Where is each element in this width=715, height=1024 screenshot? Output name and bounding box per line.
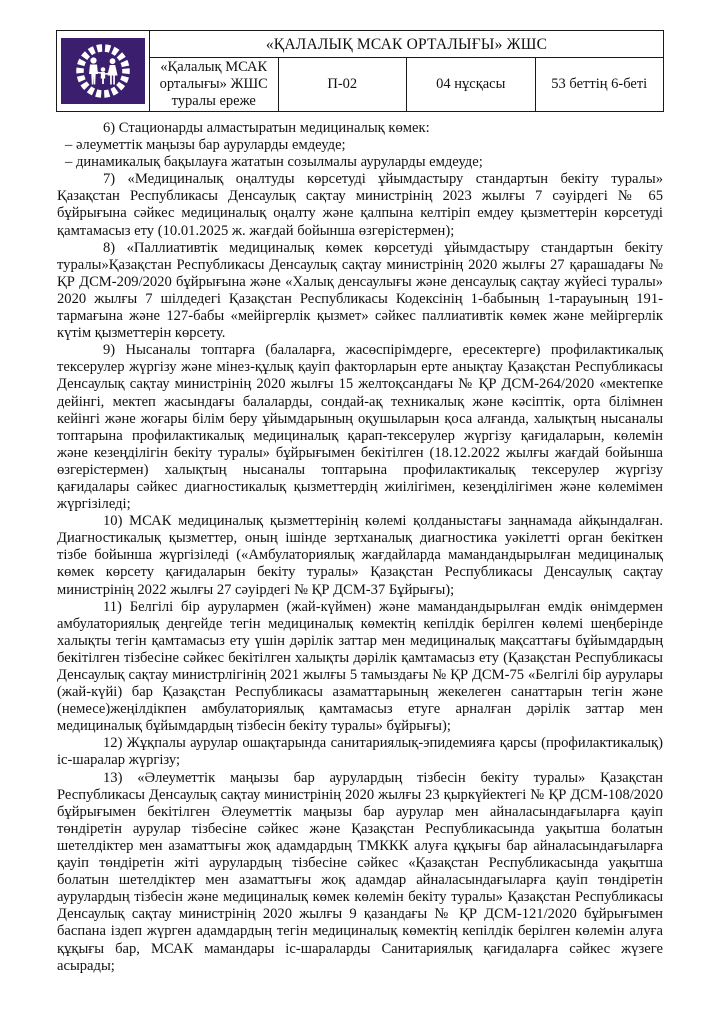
logo-cell — [57, 31, 150, 112]
organization-logo — [61, 38, 145, 104]
document-version: 04 нұсқасы — [407, 58, 536, 112]
family-in-circle-logo-icon — [61, 38, 145, 104]
list-item-social-diseases: – әлеуметтік маңызы бар ауруларды емдеуде; — [65, 137, 346, 154]
paragraph-8: 8) «Паллиативтік медициналық көмек көрсетуді ұйымдастыру стандартын бекіту туралы»Қазақстан Республикасы Денсаулық сақтау министрінің 2020 жылғы 27 қарашадағы № ҚР ДСМ-209/2020 бұйрығына және «Халық денсаулығы және денсаулық сақтау жүйесі туралы» 2020 жылғы 7 шілдедегі Қазақстан Республикасы Кодексінің 1-бабының 1-тарауының 191-тармағына және 127-бабы «мейіргерлік қызмет» сәйкес паллиативтік көмек және мейіргерлік күтім қызметтерін көрсету. — [57, 239, 663, 342]
paragraph-10: 10) МСАК медициналық қызметтерінің көлемі қолданыстағы заңнамада айқындалған. Диагностикалық қызметтер, оның ішінде зертханалық диагностика уәкілетті орган бекіткен тізбе бойынша жүргізіледі («Амбулаториялық жағдайларда мамандандырылған медициналық көмек көрсету қағидаларын бекіту туралы» Қазақстан Республикасы Денсаулық сақтау министрінің 2022 жылғы 27 сәуірдегі № ҚР ДСМ-37 Бұйрығы); — [57, 513, 663, 598]
organization-title: «ҚАЛАЛЫҚ МСАК ОРТАЛЫҒЫ» ЖШС — [150, 31, 664, 58]
page-info: 53 беттің 6-беті — [535, 58, 664, 112]
paragraph-12: 12) Жұқпалы аурулар ошақтарында санитариялық-эпидемияға қарсы (профилактикалық) іс-шаралар жүргізу; — [57, 735, 663, 769]
list-item-chronic-diseases: – динамикалық бақылауға жататын созылмалы ауруларды емдеуде; — [65, 154, 483, 171]
document-header-table — [56, 30, 664, 112]
document-body — [57, 120, 663, 975]
paragraph-7: 7) «Медициналық оңалтуды көрсетуді ұйымдастыру стандартын бекіту туралы» Қазақстан Республикасы Денсаулық сақтау министрінің 2023 жылғы 7 сәуірдегі № 65 бұйрығына сәйкес медициналық оңалту және қалпына келтіріп емдеу қызметтерін көрсетуді қамтамасыз ету (10.01.2025 ж. жағдай бойынша өзгерістермен); — [57, 171, 663, 239]
document-code: П-02 — [278, 58, 407, 112]
paragraph-6: 6) Стационарды алмастыратын медициналық көмек: — [103, 120, 430, 136]
paragraph-11: 11) Белгілі бір аурулармен (жай-күймен) және мамандандырылған емдік өнімдермен амбулаториялық деңгейде тегін медициналық көмектің кепілдік берілген көлемі шеңберінде халықты тегін қамтамасыз ету үшін дәрілік заттар мен медициналық мақсаттағы бұйымдардың бекітілген тізбесіне сәйкес бекітілген халықты дәрілік қамтамасыз ету (Қазақстан Республикасы Денсаулық сақтау министрлігінің 2021 жылғы 5 тамыздағы № ҚР ДСМ-75 «Белгілі бір аурулары (жай-күйі) бар Қазақстан Республикасы азаматтарының жекелеген санаттарын тегін және (немесе)жеңілдікпен амбулаториялық қамтамасыз етуге арналған дәрілік заттар мен медициналық бұйымдардың тізбесін бекіту туралы» бұйрығы); — [57, 598, 663, 735]
document-title: «Қалалық МСАК орталығы» ЖШС туралы ереже — [150, 58, 279, 112]
paragraph-13: 13) «Әлеуметтік маңызы бар аурулардың тізбесін бекіту туралы» Қазақстан Республикасы Денсаулық сақтау министрінің 2020 жылғы 23 қыркүйектегі № ҚР ДСМ-108/2020 бұйрығымен бекітілген Әлеуметтік маңызы бар аурулар мен айналасындағыларға қауіп төндіретін аурулар тізбесіне сәйкес және Қазақстан Республикасында уақытша болатын шетелдіктер мен азаматтығы жоқ адамдардың ТМККК алуға құқығы бар айналасындағыларға қауіп төндіретін жіті аурулардың тізбесіне сәйкес «Қазақстан Республикасында уақытша болатын шетелдіктер мен азаматтығы жоқ адамдар айналасындағыларға қауіп төндіретін аурулардың тізбесін және медициналық көмек көлемін бекіту туралы» Қазақстан Республикасы Денсаулық сақтау министрінің 2020 жылғы 9 қазандағы № ҚР ДСМ-121/2020 бұйрығымен баспана іздеп жүрген адамдардың тегін медициналық көмектің кепілдік берілген көлемін алуға құқығы бар, МСАК мамандары іс-шараларды Санитариялық қағидаларға сәйкес жүзеге асырады; — [57, 769, 663, 974]
paragraph-9: 9) Нысаналы топтарға (балаларға, жасөспірімдерге, ересектерге) профилактикалық тексерулер жүргізу және мінез-құлық қауіп факторларын ерте анықтау Қазақстан Республикасы Денсаулық сақтау министрінің 2020 жылғы 15 желтоқсандағы № ҚР ДСМ-264/2020 «мектепке дейінгі, мектеп жасындағы балаларды, сондай-ақ техникалық және кәсіптік, орта білімнен кейінгі және жоғары білім беру ұйымдарының оқушыларын қоса алғанда, халықтың нысаналы топтарына профилактикалық медициналық қарап-тексерулер жүргізу қағидаларын, көлемін және кезеңділігін бекіту туралы» бұйрығымен бекітілген (18.12.2022 жылғы жағдай бойынша өзгерістермен) халықтың нысаналы топтарына профилактикалық тексерулер жүргізу қағидалары сәйкес диагностикалық қызметтердің жиілігімен, кезеңділігімен және көлемімен жүргізіледі; — [57, 342, 663, 513]
